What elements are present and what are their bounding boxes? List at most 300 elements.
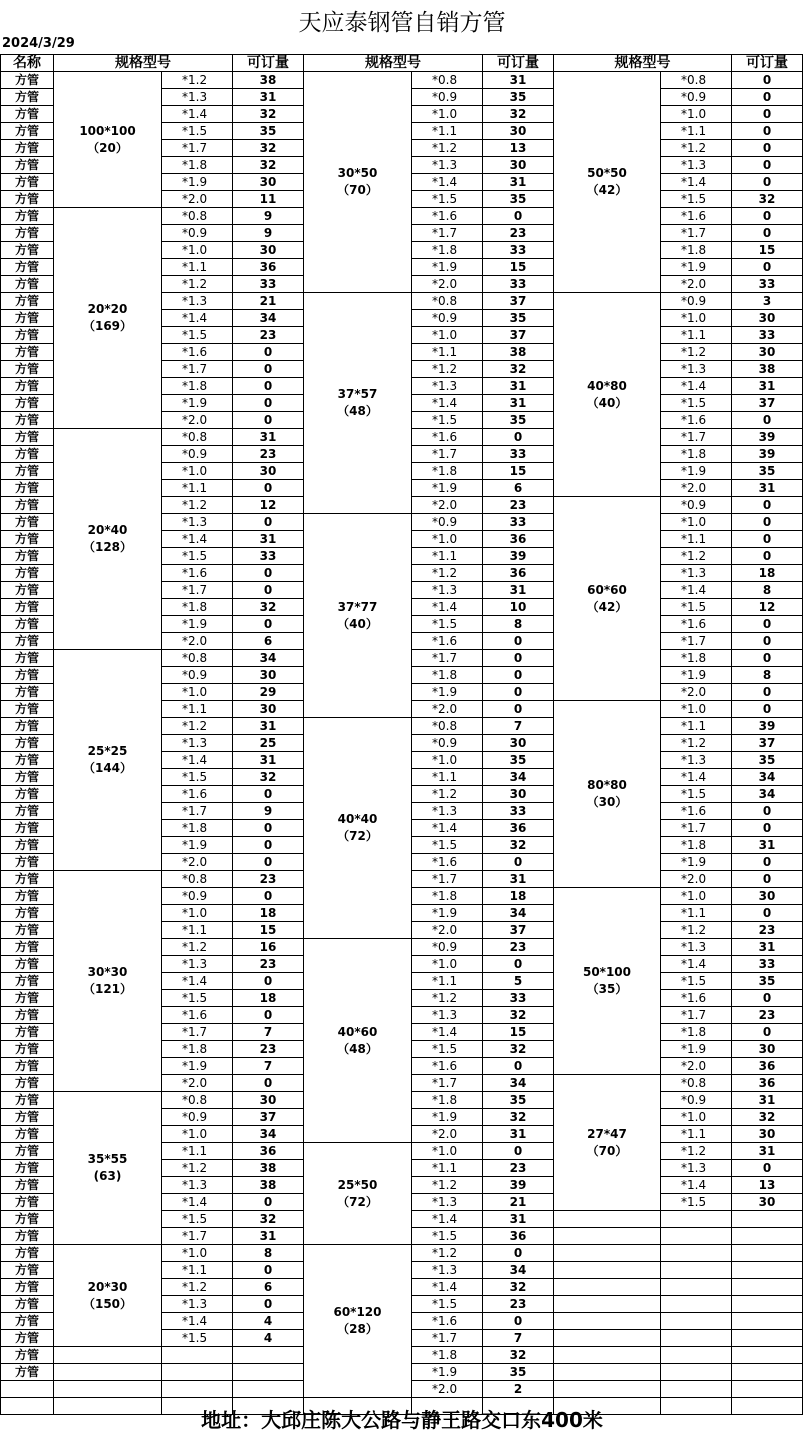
thickness-cell: *1.5 xyxy=(661,1194,732,1211)
quantity-cell: 23 xyxy=(233,327,304,344)
thickness-cell: *1.7 xyxy=(412,446,483,463)
quantity-cell: 23 xyxy=(732,922,803,939)
thickness-cell: *1.9 xyxy=(412,684,483,701)
quantity-cell: 35 xyxy=(483,1364,554,1381)
spec-label: 100*100 xyxy=(79,123,136,138)
thickness-cell: *1.7 xyxy=(162,582,233,599)
quantity-cell: 0 xyxy=(732,208,803,225)
quantity-cell: 15 xyxy=(233,922,304,939)
product-name-cell: 方管 xyxy=(1,854,54,871)
thickness-cell: *1.3 xyxy=(412,1194,483,1211)
thickness-cell: *1.5 xyxy=(162,1211,233,1228)
thickness-cell: *1.6 xyxy=(412,429,483,446)
quantity-cell: 36 xyxy=(483,820,554,837)
quantity-cell: 7 xyxy=(233,1058,304,1075)
thickness-cell: *1.5 xyxy=(162,769,233,786)
thickness-cell: *1.1 xyxy=(661,531,732,548)
thickness-cell: *1.7 xyxy=(412,225,483,242)
spec-label: 50*50 xyxy=(587,166,627,180)
thickness-cell: *1.9 xyxy=(162,837,233,854)
product-name-cell: 方管 xyxy=(1,1109,54,1126)
quantity-cell: 0 xyxy=(732,531,803,548)
quantity-cell: 31 xyxy=(483,174,554,191)
thickness-cell: *1.1 xyxy=(661,1126,732,1143)
thickness-cell: *1.8 xyxy=(162,599,233,616)
quantity-cell: 32 xyxy=(732,191,803,208)
spec-cell xyxy=(54,650,162,871)
thickness-cell: *1.2 xyxy=(412,1177,483,1194)
product-name-cell: 方管 xyxy=(1,1245,54,1262)
header-row xyxy=(1,55,803,72)
thickness-cell: *1.3 xyxy=(412,378,483,395)
quantity-cell: 31 xyxy=(233,531,304,548)
spec-cell xyxy=(304,293,412,514)
header-spec: 规格型号 xyxy=(54,55,233,72)
product-name-cell: 方管 xyxy=(1,1143,54,1160)
empty-cell xyxy=(661,1211,732,1228)
empty-cell xyxy=(554,1296,661,1313)
spec-cell xyxy=(304,1143,412,1245)
spec-count: （48） xyxy=(337,404,378,418)
spec-cell xyxy=(304,72,412,293)
thickness-cell: *1.0 xyxy=(661,888,732,905)
thickness-cell: *1.8 xyxy=(412,888,483,905)
quantity-cell: 21 xyxy=(483,1194,554,1211)
quantity-cell: 34 xyxy=(233,310,304,327)
thickness-cell: *1.7 xyxy=(661,633,732,650)
empty-cell xyxy=(554,1279,661,1296)
quantity-cell: 35 xyxy=(483,1092,554,1109)
quantity-cell: 31 xyxy=(483,871,554,888)
thickness-cell: *1.7 xyxy=(412,1075,483,1092)
thickness-cell: *1.0 xyxy=(412,752,483,769)
thickness-cell: *2.0 xyxy=(661,684,732,701)
quantity-cell: 0 xyxy=(732,616,803,633)
quantity-cell: 9 xyxy=(233,225,304,242)
product-name-cell: 方管 xyxy=(1,72,54,89)
quantity-cell: 0 xyxy=(233,565,304,582)
quantity-cell: 0 xyxy=(732,820,803,837)
thickness-cell: *1.2 xyxy=(162,939,233,956)
empty-cell xyxy=(661,1245,732,1262)
thickness-cell: *1.3 xyxy=(412,1007,483,1024)
thickness-cell: *2.0 xyxy=(412,1381,483,1398)
spec-cell xyxy=(304,718,412,939)
thickness-cell: *1.1 xyxy=(412,973,483,990)
product-name-cell: 方管 xyxy=(1,191,54,208)
thickness-cell: *1.1 xyxy=(162,480,233,497)
thickness-cell: *1.2 xyxy=(661,735,732,752)
thickness-cell: *1.3 xyxy=(661,939,732,956)
thickness-cell: *0.9 xyxy=(412,89,483,106)
thickness-cell: *1.4 xyxy=(661,956,732,973)
thickness-cell: *0.9 xyxy=(412,939,483,956)
empty-cell xyxy=(661,1330,732,1347)
thickness-cell: *1.7 xyxy=(412,871,483,888)
thickness-cell: *1.6 xyxy=(412,633,483,650)
quantity-cell: 35 xyxy=(732,752,803,769)
product-name-cell: 方管 xyxy=(1,701,54,718)
thickness-cell: *0.8 xyxy=(412,293,483,310)
quantity-cell: 23 xyxy=(233,871,304,888)
empty-cell xyxy=(661,1364,732,1381)
quantity-cell: 0 xyxy=(233,344,304,361)
thickness-cell: *1.6 xyxy=(412,1313,483,1330)
quantity-cell: 0 xyxy=(732,1024,803,1041)
quantity-cell: 0 xyxy=(732,633,803,650)
spec-count: （42） xyxy=(586,183,628,197)
empty-cell xyxy=(554,1228,661,1245)
empty-cell xyxy=(162,1347,233,1364)
product-name-cell: 方管 xyxy=(1,990,54,1007)
thickness-cell: *1.4 xyxy=(412,820,483,837)
quantity-cell: 0 xyxy=(483,701,554,718)
quantity-cell: 30 xyxy=(732,1126,803,1143)
thickness-cell: *1.1 xyxy=(162,922,233,939)
spec-count: （42） xyxy=(586,599,628,614)
thickness-cell: *1.7 xyxy=(661,820,732,837)
quantity-cell: 30 xyxy=(732,344,803,361)
quantity-cell: 30 xyxy=(233,463,304,480)
thickness-cell: *1.3 xyxy=(412,582,483,599)
quantity-cell: 36 xyxy=(233,1143,304,1160)
spec-label: 40*80 xyxy=(587,378,627,393)
inventory-table xyxy=(0,54,803,1415)
quantity-cell: 30 xyxy=(483,123,554,140)
thickness-cell: *1.9 xyxy=(661,667,732,684)
empty-cell xyxy=(233,1381,304,1398)
thickness-cell: *1.6 xyxy=(661,803,732,820)
quantity-cell: 39 xyxy=(732,718,803,735)
thickness-cell: *1.5 xyxy=(412,837,483,854)
empty-cell xyxy=(732,1313,803,1330)
product-name-cell: 方管 xyxy=(1,1007,54,1024)
thickness-cell: *1.8 xyxy=(661,837,732,854)
quantity-cell: 32 xyxy=(483,1041,554,1058)
thickness-cell: *1.0 xyxy=(162,684,233,701)
thickness-cell: *1.8 xyxy=(412,1092,483,1109)
product-name-cell: 方管 xyxy=(1,497,54,514)
quantity-cell: 4 xyxy=(233,1330,304,1347)
thickness-cell: *1.5 xyxy=(412,1041,483,1058)
spec-cell xyxy=(554,701,661,888)
thickness-cell: *0.8 xyxy=(162,871,233,888)
thickness-cell: *1.9 xyxy=(412,1109,483,1126)
product-name-cell: 方管 xyxy=(1,514,54,531)
quantity-cell: 31 xyxy=(732,378,803,395)
thickness-cell: *1.3 xyxy=(661,157,732,174)
thickness-cell: *0.9 xyxy=(162,1109,233,1126)
quantity-cell: 33 xyxy=(483,990,554,1007)
product-name-cell: 方管 xyxy=(1,565,54,582)
quantity-cell: 0 xyxy=(732,990,803,1007)
quantity-cell: 0 xyxy=(732,701,803,718)
product-name-cell: 方管 xyxy=(1,463,54,480)
thickness-cell: *1.0 xyxy=(412,1143,483,1160)
quantity-cell: 31 xyxy=(732,480,803,497)
product-name-cell: 方管 xyxy=(1,1228,54,1245)
header-spec: 规格型号 xyxy=(304,55,483,72)
quantity-cell: 0 xyxy=(483,1143,554,1160)
thickness-cell: *1.0 xyxy=(412,106,483,123)
product-name-cell: 方管 xyxy=(1,1194,54,1211)
spec-cell xyxy=(554,72,661,293)
thickness-cell: *2.0 xyxy=(661,276,732,293)
product-name-cell: 方管 xyxy=(1,718,54,735)
quantity-cell: 30 xyxy=(732,1041,803,1058)
quantity-cell: 37 xyxy=(732,395,803,412)
product-name-cell: 方管 xyxy=(1,310,54,327)
thickness-cell: *1.1 xyxy=(412,548,483,565)
thickness-cell: *1.0 xyxy=(162,905,233,922)
product-name-cell: 方管 xyxy=(1,735,54,752)
quantity-cell: 36 xyxy=(732,1075,803,1092)
spec-count: （35） xyxy=(586,982,628,996)
product-name-cell: 方管 xyxy=(1,429,54,446)
thickness-cell: *1.3 xyxy=(412,157,483,174)
thickness-cell: *1.9 xyxy=(661,463,732,480)
thickness-cell: *1.8 xyxy=(661,1024,732,1041)
table-row xyxy=(1,72,803,89)
quantity-cell: 35 xyxy=(483,89,554,106)
quantity-cell: 30 xyxy=(233,174,304,191)
thickness-cell: *1.8 xyxy=(412,242,483,259)
quantity-cell: 32 xyxy=(483,837,554,854)
thickness-cell: *1.0 xyxy=(162,463,233,480)
empty-cell xyxy=(732,1211,803,1228)
thickness-cell: *1.1 xyxy=(661,905,732,922)
thickness-cell: *0.9 xyxy=(162,667,233,684)
empty-cell xyxy=(54,1381,162,1398)
thickness-cell: *1.5 xyxy=(412,1296,483,1313)
quantity-cell: 18 xyxy=(732,565,803,582)
thickness-cell: *1.2 xyxy=(661,548,732,565)
quantity-cell: 31 xyxy=(233,89,304,106)
product-name-cell: 方管 xyxy=(1,599,54,616)
spec-cell xyxy=(54,429,162,650)
thickness-cell: *1.5 xyxy=(661,786,732,803)
quantity-cell: 15 xyxy=(732,242,803,259)
empty-cell xyxy=(233,1347,304,1364)
thickness-cell: *1.4 xyxy=(412,1211,483,1228)
thickness-cell: *2.0 xyxy=(162,854,233,871)
product-name-cell: 方管 xyxy=(1,378,54,395)
spec-label: 60*120 xyxy=(333,1305,382,1319)
thickness-cell: *1.3 xyxy=(661,1160,732,1177)
product-name-cell: 方管 xyxy=(1,1024,54,1041)
quantity-cell: 0 xyxy=(732,514,803,531)
thickness-cell: *1.6 xyxy=(412,854,483,871)
spec-cell xyxy=(554,1075,661,1211)
table-row xyxy=(1,1245,803,1262)
thickness-cell: *1.1 xyxy=(412,769,483,786)
quantity-cell: 35 xyxy=(233,123,304,140)
thickness-cell: *1.4 xyxy=(162,531,233,548)
quantity-cell: 32 xyxy=(483,1347,554,1364)
product-name-cell: 方管 xyxy=(1,1296,54,1313)
product-name-cell: 方管 xyxy=(1,208,54,225)
product-name-cell: 方管 xyxy=(1,1313,54,1330)
thickness-cell: *1.5 xyxy=(412,616,483,633)
quantity-cell: 30 xyxy=(483,786,554,803)
thickness-cell: *1.6 xyxy=(162,344,233,361)
thickness-cell: *1.3 xyxy=(661,565,732,582)
quantity-cell: 38 xyxy=(732,361,803,378)
quantity-cell: 0 xyxy=(732,684,803,701)
empty-cell xyxy=(732,1262,803,1279)
thickness-cell: *1.2 xyxy=(661,344,732,361)
spec-cell xyxy=(54,1092,162,1245)
header-spec: 规格型号 xyxy=(554,55,732,72)
thickness-cell: *1.6 xyxy=(661,990,732,1007)
empty-cell xyxy=(661,1347,732,1364)
thickness-cell: *1.3 xyxy=(412,803,483,820)
quantity-cell: 32 xyxy=(483,1007,554,1024)
empty-cell xyxy=(732,1330,803,1347)
spec-count: （28） xyxy=(337,1322,378,1336)
thickness-cell: *0.8 xyxy=(162,208,233,225)
quantity-cell: 29 xyxy=(233,684,304,701)
quantity-cell: 0 xyxy=(732,548,803,565)
quantity-cell: 32 xyxy=(233,106,304,123)
spec-label: 80*80 xyxy=(587,778,627,792)
spec-count: （48） xyxy=(337,1041,378,1056)
quantity-cell: 0 xyxy=(233,1075,304,1092)
thickness-cell: *1.4 xyxy=(412,174,483,191)
quantity-cell: 9 xyxy=(233,208,304,225)
product-name-cell: 方管 xyxy=(1,786,54,803)
product-name-cell: 方管 xyxy=(1,973,54,990)
spec-label: 60*60 xyxy=(587,582,627,597)
quantity-cell: 0 xyxy=(233,1262,304,1279)
quantity-cell: 0 xyxy=(483,956,554,973)
report-date: 2024/3/29 xyxy=(2,36,75,51)
quantity-cell: 23 xyxy=(483,497,554,514)
quantity-cell: 0 xyxy=(732,1160,803,1177)
quantity-cell: 23 xyxy=(483,1160,554,1177)
thickness-cell: *1.0 xyxy=(162,242,233,259)
quantity-cell: 31 xyxy=(483,395,554,412)
quantity-cell: 38 xyxy=(483,344,554,361)
quantity-cell: 34 xyxy=(732,769,803,786)
spec-label: 20*40 xyxy=(87,523,128,537)
product-name-cell: 方管 xyxy=(1,361,54,378)
thickness-cell: *0.9 xyxy=(412,514,483,531)
thickness-cell: *1.9 xyxy=(661,854,732,871)
quantity-cell: 0 xyxy=(233,412,304,429)
product-name-cell: 方管 xyxy=(1,1177,54,1194)
thickness-cell: *2.0 xyxy=(661,480,732,497)
quantity-cell: 31 xyxy=(233,429,304,446)
quantity-cell: 0 xyxy=(233,1296,304,1313)
product-name-cell: 方管 xyxy=(1,446,54,463)
spec-count: （20） xyxy=(87,140,128,155)
thickness-cell: *1.6 xyxy=(162,786,233,803)
spec-label: 25*25 xyxy=(87,744,128,758)
quantity-cell: 0 xyxy=(483,429,554,446)
thickness-cell: *1.6 xyxy=(162,565,233,582)
thickness-cell: *0.9 xyxy=(412,735,483,752)
quantity-cell: 9 xyxy=(233,803,304,820)
quantity-cell: 0 xyxy=(732,225,803,242)
empty-cell xyxy=(661,1279,732,1296)
quantity-cell: 0 xyxy=(732,106,803,123)
product-name-cell: 方管 xyxy=(1,616,54,633)
thickness-cell: *1.0 xyxy=(412,956,483,973)
quantity-cell: 0 xyxy=(233,837,304,854)
quantity-cell: 33 xyxy=(233,548,304,565)
product-name-cell: 方管 xyxy=(1,803,54,820)
spec-count: （169） xyxy=(82,319,133,333)
quantity-cell: 0 xyxy=(732,854,803,871)
thickness-cell: *1.6 xyxy=(661,412,732,429)
quantity-cell: 32 xyxy=(483,361,554,378)
thickness-cell: *1.9 xyxy=(412,1364,483,1381)
quantity-cell: 12 xyxy=(233,497,304,514)
empty-cell xyxy=(1,1381,54,1398)
thickness-cell: *1.0 xyxy=(661,1109,732,1126)
thickness-cell: *1.1 xyxy=(661,327,732,344)
thickness-cell: *1.2 xyxy=(162,718,233,735)
quantity-cell: 33 xyxy=(483,803,554,820)
quantity-cell: 0 xyxy=(732,905,803,922)
product-name-cell: 方管 xyxy=(1,531,54,548)
quantity-cell: 0 xyxy=(233,888,304,905)
header-qty: 可订量 xyxy=(483,55,554,72)
spec-count: （40） xyxy=(586,395,628,410)
quantity-cell: 0 xyxy=(483,1058,554,1075)
quantity-cell: 31 xyxy=(483,582,554,599)
quantity-cell: 11 xyxy=(233,191,304,208)
thickness-cell: *1.8 xyxy=(412,1347,483,1364)
spec-count: （72） xyxy=(337,829,378,843)
spec-label: 27*47 xyxy=(587,1126,627,1141)
thickness-cell: *1.7 xyxy=(661,225,732,242)
quantity-cell: 23 xyxy=(233,956,304,973)
quantity-cell: 0 xyxy=(233,973,304,990)
quantity-cell: 30 xyxy=(732,888,803,905)
product-name-cell: 方管 xyxy=(1,225,54,242)
product-name-cell: 方管 xyxy=(1,1075,54,1092)
quantity-cell: 0 xyxy=(483,1245,554,1262)
thickness-cell: *1.3 xyxy=(661,752,732,769)
quantity-cell: 0 xyxy=(732,650,803,667)
thickness-cell: *2.0 xyxy=(162,633,233,650)
thickness-cell: *1.2 xyxy=(162,497,233,514)
thickness-cell: *1.4 xyxy=(162,310,233,327)
thickness-cell: *1.4 xyxy=(162,106,233,123)
thickness-cell: *0.9 xyxy=(661,497,732,514)
empty-cell xyxy=(732,1245,803,1262)
quantity-cell: 0 xyxy=(483,633,554,650)
quantity-cell: 32 xyxy=(732,1109,803,1126)
quantity-cell: 0 xyxy=(483,1313,554,1330)
quantity-cell: 15 xyxy=(483,1024,554,1041)
quantity-cell: 16 xyxy=(233,939,304,956)
thickness-cell: *1.0 xyxy=(162,1126,233,1143)
spec-count: （70） xyxy=(586,1143,628,1158)
quantity-cell: 8 xyxy=(483,616,554,633)
quantity-cell: 32 xyxy=(233,1211,304,1228)
quantity-cell: 34 xyxy=(483,1262,554,1279)
address-footer: 地址：大邱庄陈大公路与静王路交口东400米 xyxy=(201,1408,603,1432)
thickness-cell: *1.1 xyxy=(162,1262,233,1279)
quantity-cell: 0 xyxy=(233,361,304,378)
thickness-cell: *1.9 xyxy=(162,174,233,191)
quantity-cell: 33 xyxy=(233,276,304,293)
thickness-cell: *0.9 xyxy=(162,888,233,905)
quantity-cell: 32 xyxy=(483,1109,554,1126)
